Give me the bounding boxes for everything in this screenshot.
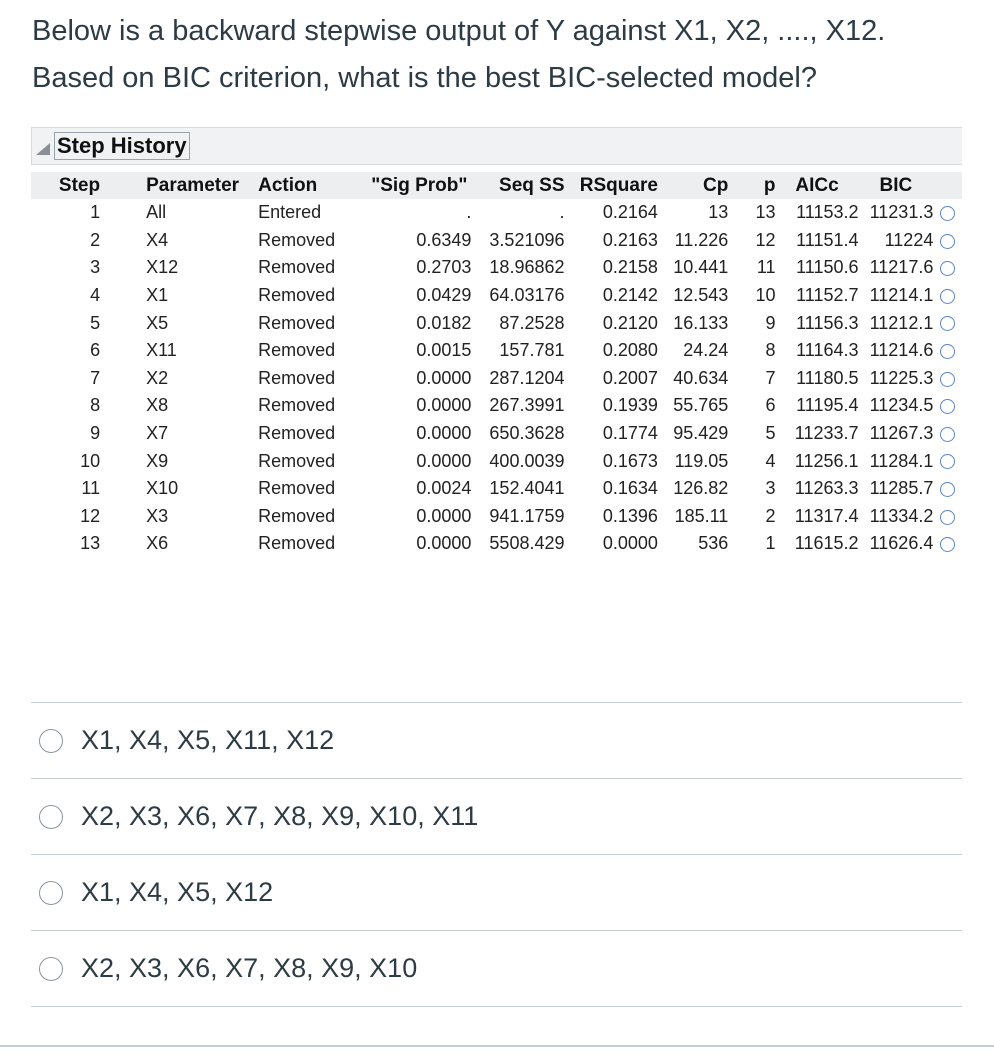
cell-parameter: X12 (112, 254, 258, 282)
cell-seq-ss: 18.96862 (471, 254, 564, 282)
cell-aicc: 11151.4 (776, 227, 859, 255)
cell-bic: 11231.3 (859, 199, 934, 227)
cell-parameter: X5 (112, 309, 258, 337)
cell-action: Removed (258, 475, 351, 503)
row-radio-button[interactable] (940, 482, 955, 497)
cell-sig-prob: 0.0000 (351, 392, 471, 420)
cell-action: Entered (258, 199, 351, 227)
cell-aicc: 11195.4 (776, 392, 859, 420)
row-radio-button[interactable] (940, 234, 955, 249)
cell-p: 13 (728, 199, 775, 227)
cell-cp: 185.11 (658, 503, 728, 531)
cell-action: Removed (258, 503, 351, 531)
cell-seq-ss: 650.3628 (471, 420, 564, 448)
bottom-divider (0, 1045, 994, 1047)
header-seq-ss: Seq SS (471, 172, 564, 199)
row-select-cell (933, 503, 962, 531)
row-select-cell (933, 475, 962, 503)
cell-action: Removed (258, 282, 351, 310)
table-row (31, 199, 962, 227)
cell-cp: 24.24 (658, 337, 728, 365)
cell-cp: 536 (658, 530, 728, 558)
question-line-2: Based on BIC criterion, what is the best BIC-selected model? (32, 62, 817, 94)
cell-parameter: X10 (112, 475, 258, 503)
radio-button[interactable] (39, 957, 63, 981)
cell-action: Removed (258, 392, 351, 420)
cell-p: 9 (728, 309, 775, 337)
cell-action: Removed (258, 530, 351, 558)
cell-step: 9 (31, 420, 112, 448)
table-row (31, 392, 962, 420)
row-select-cell (933, 254, 962, 282)
header-bic: BIC (859, 172, 934, 199)
cell-rsquare: 0.1939 (565, 392, 658, 420)
cell-rsquare: 0.1396 (565, 503, 658, 531)
cell-bic: 11334.2 (859, 503, 934, 531)
cell-parameter: X11 (112, 337, 258, 365)
cell-action: Removed (258, 337, 351, 365)
cell-rsquare: 0.0000 (565, 530, 658, 558)
radio-button[interactable] (39, 881, 63, 905)
table-row (31, 503, 962, 531)
cell-bic: 11214.6 (859, 337, 934, 365)
cell-step: 2 (31, 227, 112, 255)
row-radio-button[interactable] (940, 206, 955, 221)
cell-cp: 119.05 (658, 447, 728, 475)
cell-sig-prob: 0.0000 (351, 447, 471, 475)
question-text (32, 8, 972, 102)
panel-title: Step History (54, 132, 190, 160)
table-row (31, 282, 962, 310)
header-p: p (728, 172, 775, 199)
answer-option-1[interactable] (31, 702, 962, 778)
cell-p: 12 (728, 227, 775, 255)
cell-aicc: 11153.2 (776, 199, 859, 227)
cell-step: 4 (31, 282, 112, 310)
cell-seq-ss: 941.1759 (471, 503, 564, 531)
cell-cp: 95.429 (658, 420, 728, 448)
row-radio-button[interactable] (940, 372, 955, 387)
cell-bic: 11285.7 (859, 475, 934, 503)
cell-rsquare: 0.2142 (565, 282, 658, 310)
row-select-cell (933, 420, 962, 448)
cell-rsquare: 0.1774 (565, 420, 658, 448)
row-select-cell (933, 337, 962, 365)
cell-p: 10 (728, 282, 775, 310)
row-select-cell (933, 365, 962, 393)
header-sig-prob: "Sig Prob" (351, 172, 471, 199)
cell-parameter: X1 (112, 282, 258, 310)
answer-option-label: X1, X4, X5, X12 (81, 877, 274, 907)
header-cp: Cp (658, 172, 728, 199)
answer-option-4[interactable] (31, 930, 962, 1006)
panel-header (31, 127, 962, 165)
header-rsquare: RSquare (565, 172, 658, 199)
row-radio-button[interactable] (940, 261, 955, 276)
table-row (31, 365, 962, 393)
row-select-cell (933, 530, 962, 558)
table-row (31, 227, 962, 255)
cell-rsquare: 0.1673 (565, 447, 658, 475)
cell-parameter: X4 (112, 227, 258, 255)
cell-cp: 10.441 (658, 254, 728, 282)
cell-aicc: 11615.2 (776, 530, 859, 558)
cell-cp: 40.634 (658, 365, 728, 393)
cell-sig-prob: 0.0000 (351, 503, 471, 531)
cell-action: Removed (258, 254, 351, 282)
cell-bic: 11284.1 (859, 447, 934, 475)
cell-p: 11 (728, 254, 775, 282)
step-history-table (31, 172, 962, 558)
cell-rsquare: 0.2080 (565, 337, 658, 365)
cell-cp: 55.765 (658, 392, 728, 420)
row-radio-button[interactable] (940, 289, 955, 304)
cell-sig-prob: 0.0182 (351, 309, 471, 337)
row-radio-button[interactable] (940, 510, 955, 525)
table-row (31, 530, 962, 558)
cell-aicc: 11256.1 (776, 447, 859, 475)
cell-seq-ss: 87.2528 (471, 309, 564, 337)
cell-cp: 126.82 (658, 475, 728, 503)
cell-step: 6 (31, 337, 112, 365)
cell-parameter: X7 (112, 420, 258, 448)
cell-rsquare: 0.2007 (565, 365, 658, 393)
row-select-cell (933, 447, 962, 475)
cell-parameter: X3 (112, 503, 258, 531)
header-parameter: Parameter (112, 172, 258, 199)
answer-option-3[interactable] (31, 854, 962, 930)
cell-cp: 16.133 (658, 309, 728, 337)
cell-rsquare: 0.2163 (565, 227, 658, 255)
cell-bic: 11212.1 (859, 309, 934, 337)
collapse-triangle-icon[interactable] (36, 143, 50, 155)
cell-cp: 13 (658, 199, 728, 227)
cell-cp: 12.543 (658, 282, 728, 310)
cell-p: 4 (728, 447, 775, 475)
cell-sig-prob: 0.6349 (351, 227, 471, 255)
cell-bic: 11217.6 (859, 254, 934, 282)
cell-seq-ss: 3.521096 (471, 227, 564, 255)
cell-step: 10 (31, 447, 112, 475)
cell-step: 12 (31, 503, 112, 531)
cell-aicc: 11152.7 (776, 282, 859, 310)
cell-action: Removed (258, 365, 351, 393)
answer-option-label: X2, X3, X6, X7, X8, X9, X10, X11 (81, 801, 479, 831)
row-select-cell (933, 199, 962, 227)
step-history-panel (31, 127, 962, 558)
row-radio-button[interactable] (940, 427, 955, 442)
table-row (31, 337, 962, 365)
cell-seq-ss: 267.3991 (471, 392, 564, 420)
cell-parameter: X8 (112, 392, 258, 420)
header-aicc: AICc (776, 172, 859, 199)
cell-p: 6 (728, 392, 775, 420)
table-row (31, 447, 962, 475)
table-row (31, 254, 962, 282)
cell-seq-ss: 5508.429 (471, 530, 564, 558)
cell-aicc: 11263.3 (776, 475, 859, 503)
cell-seq-ss: 64.03176 (471, 282, 564, 310)
table-header-row (31, 172, 962, 199)
answer-option-2[interactable] (31, 778, 962, 854)
cell-step: 11 (31, 475, 112, 503)
cell-seq-ss: 287.1204 (471, 365, 564, 393)
cell-cp: 11.226 (658, 227, 728, 255)
cell-p: 8 (728, 337, 775, 365)
cell-bic: 11214.1 (859, 282, 934, 310)
cell-seq-ss: . (471, 199, 564, 227)
cell-seq-ss: 152.4041 (471, 475, 564, 503)
cell-sig-prob: 0.0429 (351, 282, 471, 310)
cell-step: 8 (31, 392, 112, 420)
cell-parameter: X2 (112, 365, 258, 393)
radio-button[interactable] (39, 805, 63, 829)
cell-bic: 11267.3 (859, 420, 934, 448)
cell-sig-prob: 0.2703 (351, 254, 471, 282)
cell-rsquare: 0.2120 (565, 309, 658, 337)
row-select-cell (933, 227, 962, 255)
cell-bic: 11626.4 (859, 530, 934, 558)
cell-p: 1 (728, 530, 775, 558)
question-line-1: Below is a backward stepwise output of Y against X1, X2, ...., X12. (32, 15, 886, 47)
cell-seq-ss: 157.781 (471, 337, 564, 365)
cell-sig-prob: 0.0000 (351, 530, 471, 558)
cell-aicc: 11180.5 (776, 365, 859, 393)
cell-step: 5 (31, 309, 112, 337)
cell-step: 13 (31, 530, 112, 558)
cell-parameter: X9 (112, 447, 258, 475)
options-divider (31, 1006, 962, 1007)
cell-action: Removed (258, 420, 351, 448)
cell-aicc: 11156.3 (776, 309, 859, 337)
cell-sig-prob: 0.0000 (351, 365, 471, 393)
answer-options (31, 702, 962, 1007)
row-radio-button[interactable] (940, 537, 955, 552)
cell-step: 1 (31, 199, 112, 227)
cell-action: Removed (258, 227, 351, 255)
cell-p: 3 (728, 475, 775, 503)
cell-aicc: 11317.4 (776, 503, 859, 531)
row-radio-button[interactable] (940, 399, 955, 414)
header-action: Action (258, 172, 351, 199)
cell-sig-prob: 0.0000 (351, 420, 471, 448)
answer-option-label: X1, X4, X5, X11, X12 (81, 725, 335, 755)
row-radio-button[interactable] (940, 344, 955, 359)
cell-p: 7 (728, 365, 775, 393)
answer-option-label: X2, X3, X6, X7, X8, X9, X10 (81, 953, 418, 983)
table-row (31, 420, 962, 448)
cell-aicc: 11164.3 (776, 337, 859, 365)
cell-sig-prob: . (351, 199, 471, 227)
row-radio-button[interactable] (940, 454, 955, 469)
cell-rsquare: 0.1634 (565, 475, 658, 503)
cell-aicc: 11233.7 (776, 420, 859, 448)
cell-step: 7 (31, 365, 112, 393)
cell-sig-prob: 0.0024 (351, 475, 471, 503)
row-radio-button[interactable] (940, 316, 955, 331)
row-select-cell (933, 392, 962, 420)
table-row (31, 309, 962, 337)
header-step: Step (31, 172, 112, 199)
cell-p: 2 (728, 503, 775, 531)
cell-action: Removed (258, 447, 351, 475)
cell-action: Removed (258, 309, 351, 337)
header-radio (933, 172, 962, 199)
cell-bic: 11225.3 (859, 365, 934, 393)
table-row (31, 475, 962, 503)
cell-aicc: 11150.6 (776, 254, 859, 282)
row-select-cell (933, 282, 962, 310)
cell-rsquare: 0.2158 (565, 254, 658, 282)
cell-sig-prob: 0.0015 (351, 337, 471, 365)
cell-step: 3 (31, 254, 112, 282)
radio-button[interactable] (39, 729, 63, 753)
row-select-cell (933, 309, 962, 337)
cell-parameter: All (112, 199, 258, 227)
cell-rsquare: 0.2164 (565, 199, 658, 227)
cell-bic: 11224 (859, 227, 934, 255)
cell-bic: 11234.5 (859, 392, 934, 420)
cell-p: 5 (728, 420, 775, 448)
cell-seq-ss: 400.0039 (471, 447, 564, 475)
cell-parameter: X6 (112, 530, 258, 558)
